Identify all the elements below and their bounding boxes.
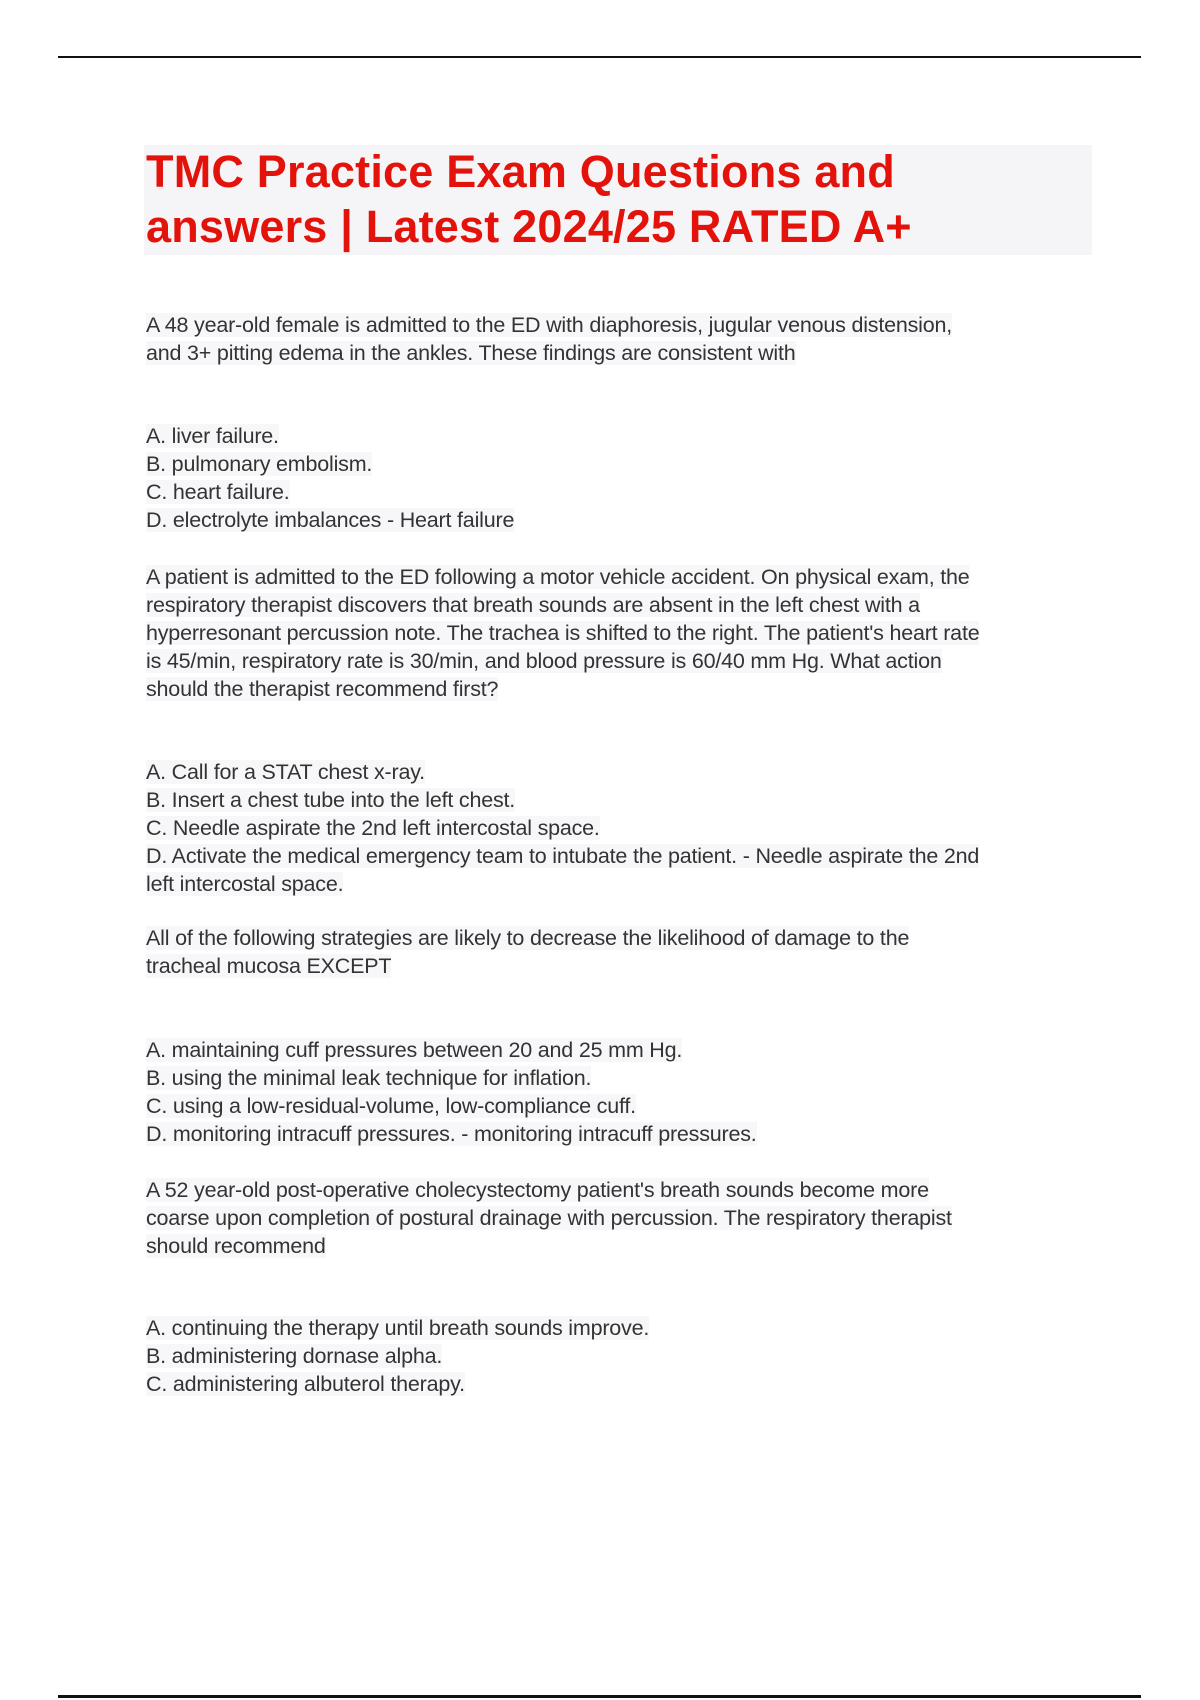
stem-line: and 3+ pitting edema in the ankles. These findings are consistent with [146, 341, 796, 365]
stem-line: should the therapist recommend first? [146, 677, 499, 701]
option-line: D. monitoring intracuff pressures. - monitoring intracuff pressures. [146, 1122, 757, 1146]
option-line: A. liver failure. [146, 424, 279, 448]
stem-line: hyperresonant percussion note. The trachea is shifted to the right. The patient's heart rate [146, 621, 980, 645]
question-3-options [146, 1036, 1106, 1148]
option-line: B. administering dornase alpha. [146, 1344, 443, 1368]
bottom-rule [58, 1695, 1141, 1698]
option-line: C. Needle aspirate the 2nd left intercostal space. [146, 816, 600, 840]
option-line: C. administering albuterol therapy. [146, 1372, 465, 1396]
option-line: A. continuing the therapy until breath sounds improve. [146, 1316, 650, 1340]
option-line: B. pulmonary embolism. [146, 452, 373, 476]
stem-line: A 52 year-old post-operative cholecystectomy patient's breath sounds become more [146, 1178, 929, 1202]
option-line: D. electrolyte imbalances - Heart failure [146, 508, 515, 532]
question-1-options [146, 422, 1106, 534]
question-2-options [146, 758, 1106, 898]
option-line: B. using the minimal leak technique for inflation. [146, 1066, 592, 1090]
question-4-stem [146, 1176, 1106, 1260]
stem-line: is 45/min, respiratory rate is 30/min, and blood pressure is 60/40 mm Hg. What action [146, 649, 942, 673]
question-2-stem [146, 563, 1106, 703]
option-line: C. using a low-residual-volume, low-compliance cuff. [146, 1094, 636, 1118]
stem-line: A 48 year-old female is admitted to the ED with diaphoresis, jugular venous distension, [146, 313, 953, 337]
question-1-stem [146, 311, 1106, 367]
top-rule [58, 56, 1141, 58]
option-line: A. Call for a STAT chest x-ray. [146, 760, 425, 784]
option-line: B. Insert a chest tube into the left chest. [146, 788, 516, 812]
question-4-options [146, 1314, 1106, 1398]
document-title-line-2: answers | Latest 2024/25 RATED A+ [146, 201, 912, 252]
stem-line: tracheal mucosa EXCEPT [146, 954, 392, 978]
option-line: A. maintaining cuff pressures between 20 and 25 mm Hg. [146, 1038, 683, 1062]
question-3-stem [146, 924, 1106, 980]
document-title-line-1: TMC Practice Exam Questions and [146, 146, 895, 197]
stem-line: should recommend [146, 1234, 326, 1258]
option-line: D. Activate the medical emergency team to intubate the patient. - Needle aspirate the 2nd [146, 844, 980, 868]
stem-line: coarse upon completion of postural drainage with percussion. The respiratory therapist [146, 1206, 952, 1230]
stem-line: A patient is admitted to the ED following a motor vehicle accident. On physical exam, the [146, 565, 970, 589]
stem-line: respiratory therapist discovers that breath sounds are absent in the left chest with a [146, 593, 920, 617]
stem-line: All of the following strategies are likely to decrease the likelihood of damage to the [146, 926, 910, 950]
option-line: left intercostal space. [146, 872, 344, 896]
option-line: C. heart failure. [146, 480, 290, 504]
